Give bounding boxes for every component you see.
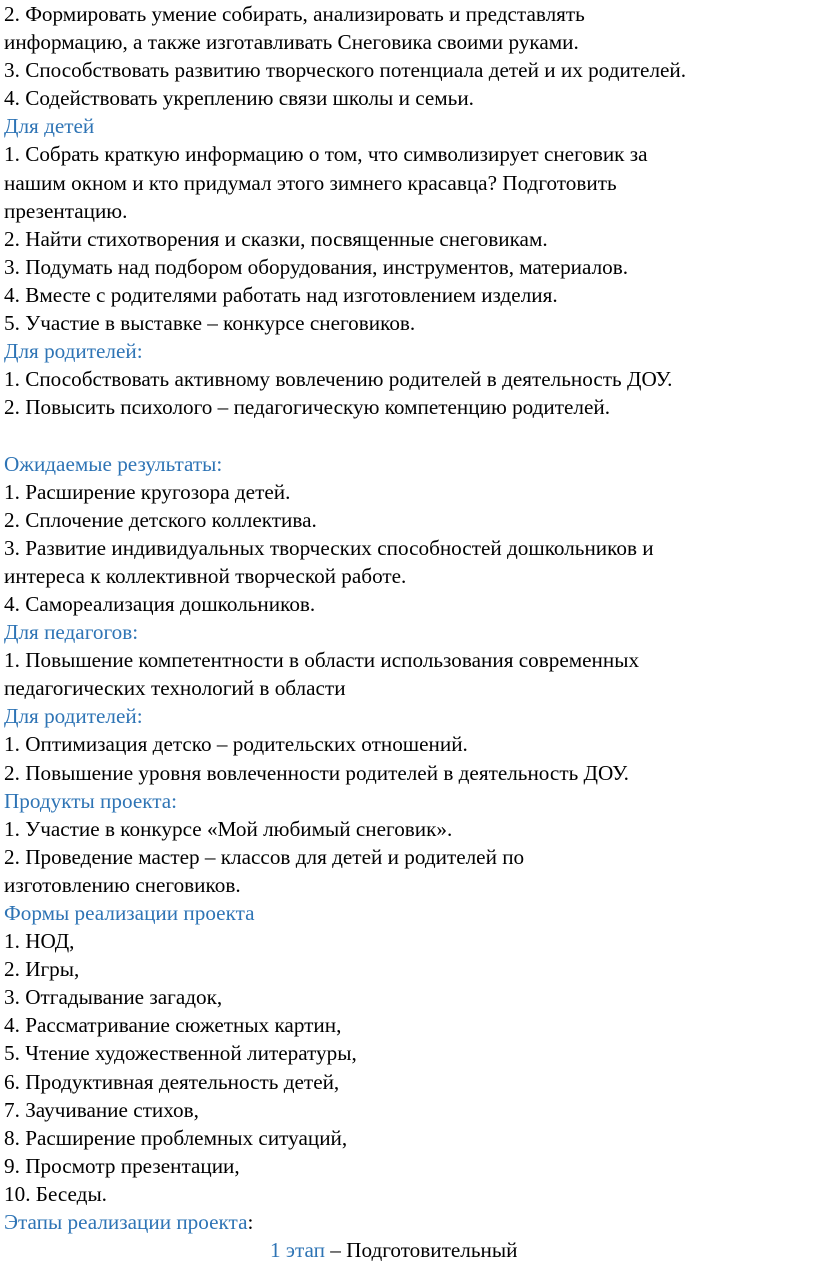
goal-line: 3. Способствовать развитию творческого потенциала детей и их родителей. xyxy=(4,58,687,83)
list-item: 4. Рассматривание сюжетных картин, xyxy=(4,1013,342,1038)
section-heading-forms: Формы реализации проекта xyxy=(4,901,255,925)
blank-line xyxy=(4,421,812,449)
list-item: 6. Продуктивная деятельность детей, xyxy=(4,1069,340,1094)
stage-label: 1 этап xyxy=(270,1238,325,1263)
list-item: изготовлению снеговиков. xyxy=(4,872,241,897)
list-item: 4. Самореализация дошкольников. xyxy=(4,591,316,616)
list-item: 1. Собрать краткую информацию о том, что символизирует снеговик за xyxy=(4,142,648,167)
list-item: 3. Подумать над подбором оборудования, инструментов, материалов. xyxy=(4,254,629,279)
stages-heading-colon: : xyxy=(247,1210,254,1235)
list-item: интереса к коллективной творческой работе. xyxy=(4,563,407,588)
document-page xyxy=(4,0,812,1264)
list-item: 1. Расширение кругозора детей. xyxy=(4,479,291,504)
section-heading-for-children: Для детей xyxy=(4,114,95,139)
list-item: 2. Сплочение детского коллектива. xyxy=(4,507,317,532)
list-item: 1. Способствовать активному вовлечению родителей в деятельность ДОУ. xyxy=(4,367,673,392)
list-item: 2. Повышение уровня вовлеченности родителей в деятельность ДОУ. xyxy=(4,760,629,785)
list-item: 8. Расширение проблемных ситуаций, xyxy=(4,1125,348,1150)
list-item: презентацию. xyxy=(4,198,128,223)
goal-line: 2. Формировать умение собирать, анализировать и представлять xyxy=(4,2,585,26)
list-item: 2. Повысить психолого – педагогическую компетенцию родителей. xyxy=(4,395,611,420)
list-item: 2. Проведение мастер – классов для детей и родителей по xyxy=(4,844,525,869)
list-item: 5. Чтение художественной литературы, xyxy=(4,1041,357,1066)
section-heading-expected-results: Ожидаемые результаты: xyxy=(4,451,223,476)
stages-heading-text: Этапы реализации проекта xyxy=(4,1210,248,1235)
list-item: 1. Участие в конкурсе «Мой любимый снеговик». xyxy=(4,816,453,841)
goal-line: информацию, а также изготавливать Снеговика своими руками. xyxy=(4,30,579,55)
list-item: нашим окном и кто придумал этого зимнего красавца? Подготовить xyxy=(4,170,617,195)
list-item: 5. Участие в выставке – конкурсе снеговиков. xyxy=(4,311,416,336)
list-item: 3. Развитие индивидуальных творческих способностей дошкольников и xyxy=(4,535,654,560)
list-item: педагогических технологий в области xyxy=(4,676,346,701)
stage-name: Подготовительный xyxy=(346,1238,518,1263)
list-item: 1. НОД, xyxy=(4,929,75,954)
section-heading-for-parents: Для родителей: xyxy=(4,339,143,364)
list-item: 2. Найти стихотворения и сказки, посвященные снеговикам. xyxy=(4,226,548,251)
list-item: 1. Повышение компетентности в области использования современных xyxy=(4,648,640,673)
list-item: 4. Вместе с родителями работать над изготовлением изделия. xyxy=(4,282,558,307)
stage-separator: – xyxy=(324,1238,347,1263)
list-item: 9. Просмотр презентации, xyxy=(4,1153,240,1178)
stage-title xyxy=(4,1236,812,1264)
section-heading-project-products: Продукты проекта: xyxy=(4,788,178,813)
list-item: 1. Оптимизация детско – родительских отношений. xyxy=(4,732,468,757)
section-heading-for-parents-results: Для родителей: xyxy=(4,704,143,729)
section-heading-for-teachers: Для педагогов: xyxy=(4,620,139,645)
list-item: 2. Игры, xyxy=(4,957,80,982)
goal-line: 4. Содействовать укреплению связи школы и семьи. xyxy=(4,86,474,111)
list-item: 7. Заучивание стихов, xyxy=(4,1097,199,1122)
section-heading-stages xyxy=(4,1208,812,1236)
list-item: 10. Беседы. xyxy=(4,1181,107,1206)
list-item: 3. Отгадывание загадок, xyxy=(4,985,223,1010)
